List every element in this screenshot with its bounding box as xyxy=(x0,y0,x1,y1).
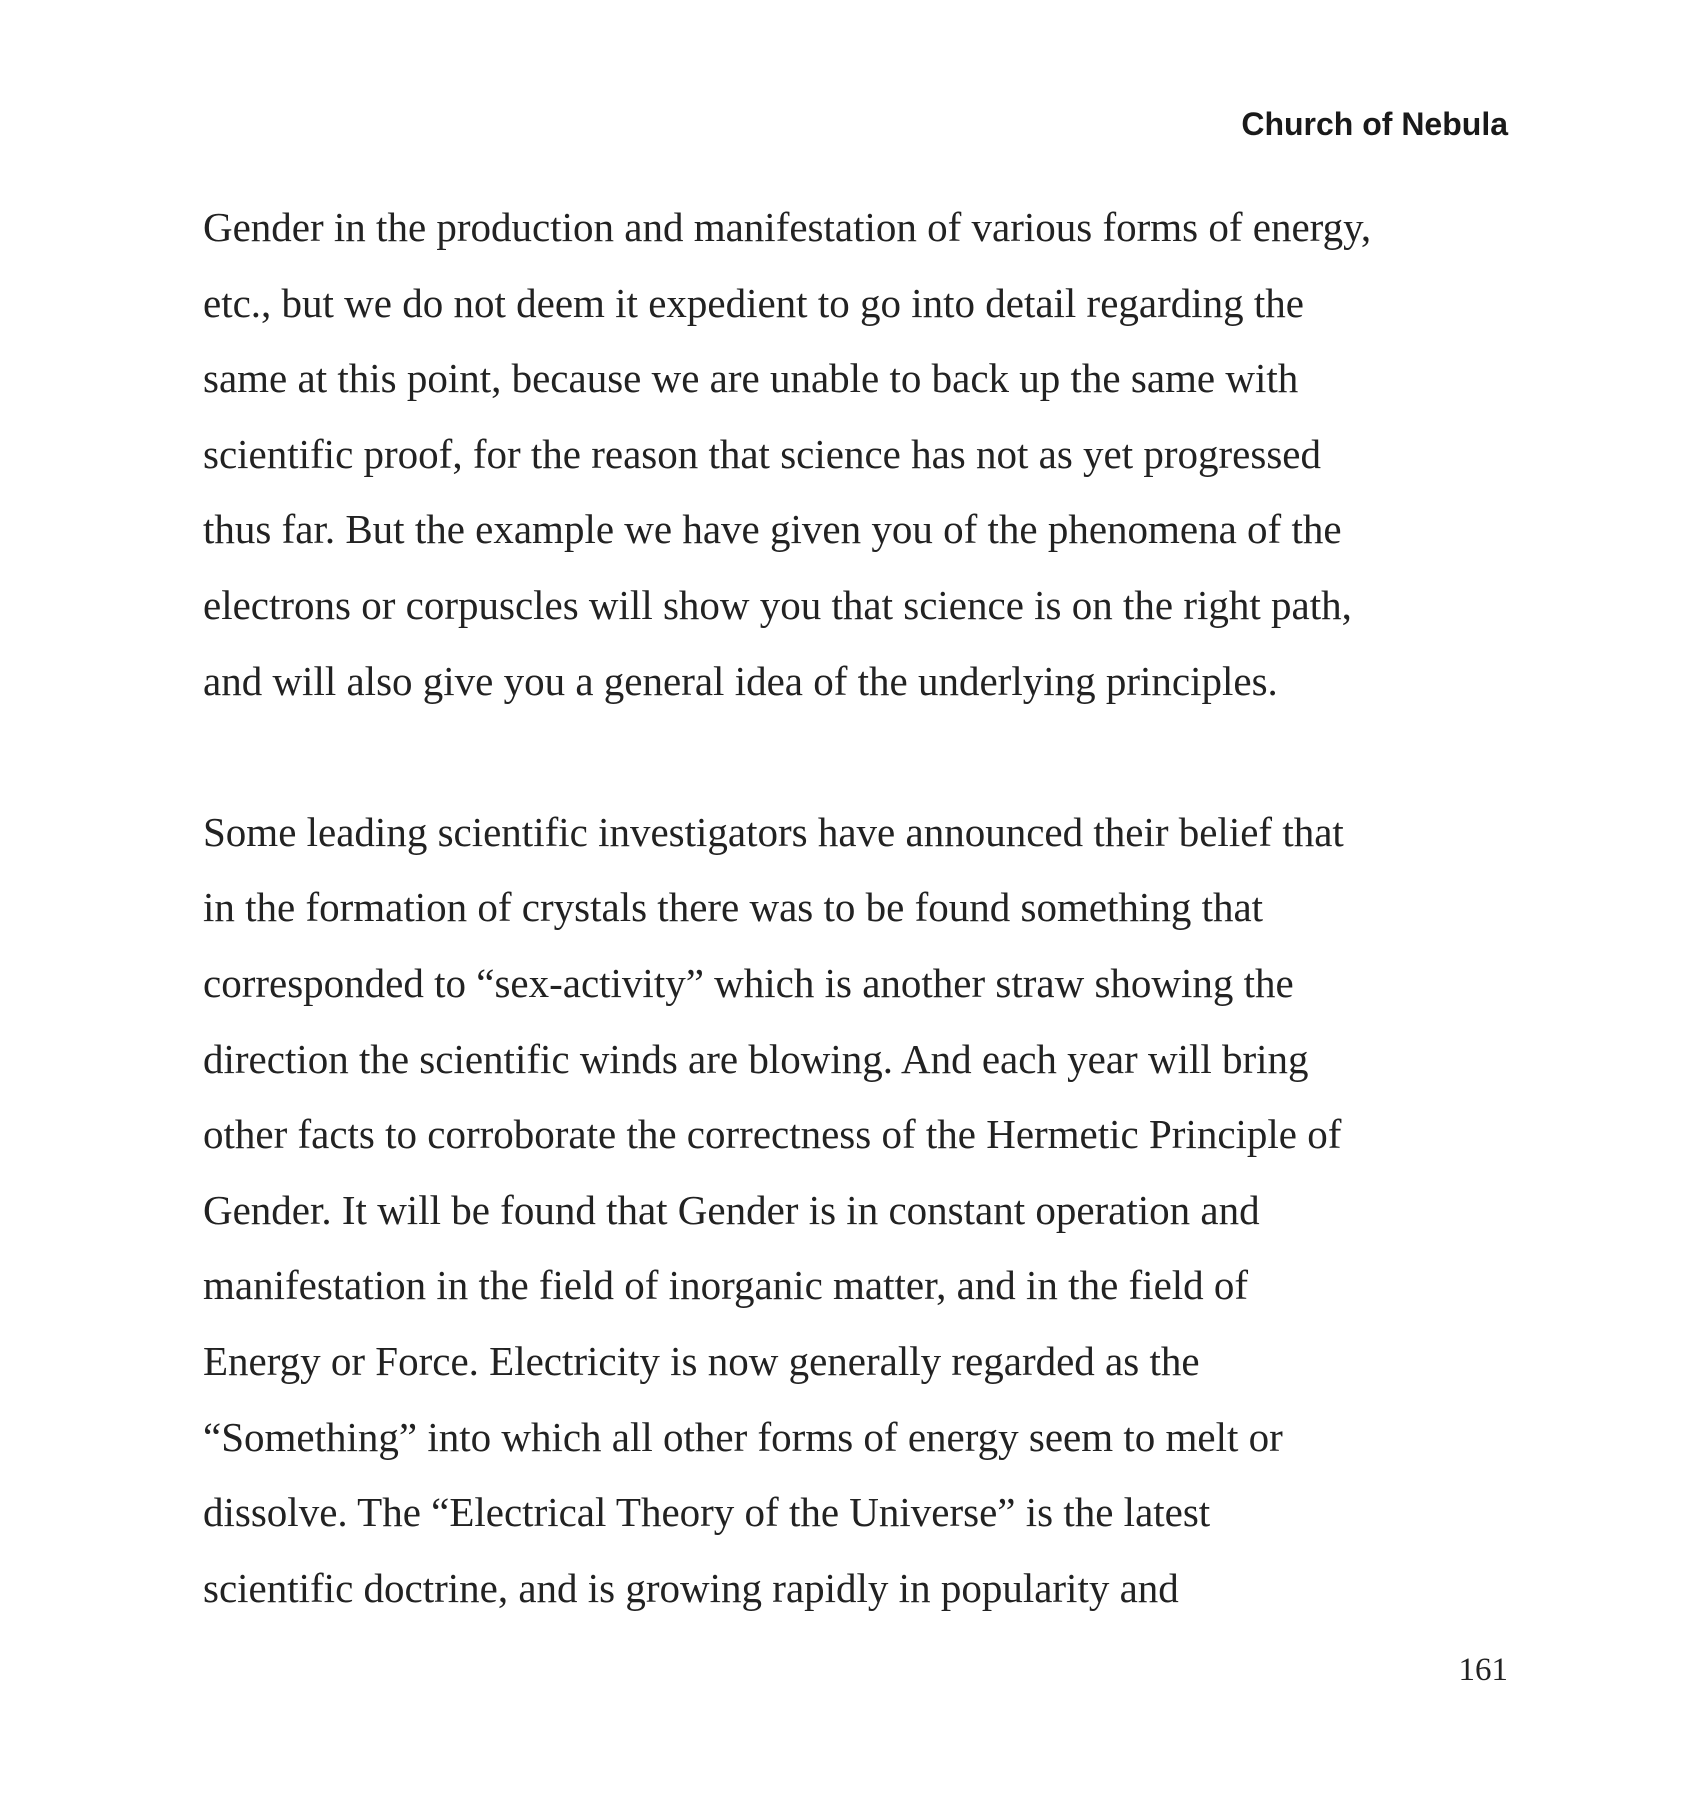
text-line: Energy or Force. Electricity is now generally regarded as the xyxy=(203,1337,1200,1384)
text-line: “Something” into which all other forms of energy seem to melt or xyxy=(203,1413,1283,1460)
text-line: Some leading scientific investigators have announced their belief that xyxy=(203,808,1344,855)
text-line: scientific proof, for the reason that science has not as yet progressed xyxy=(203,430,1321,477)
paragraph xyxy=(203,795,1503,1627)
paragraph-break xyxy=(203,719,1503,795)
text-line: Gender in the production and manifestation of various forms of energy, xyxy=(203,204,1372,250)
text-line: direction the scientific winds are blowing. And each year will bring xyxy=(203,1035,1309,1082)
text-line: thus far. But the example we have given you of the phenomena of the xyxy=(203,506,1342,553)
body-text xyxy=(203,190,1503,1626)
text-line: electrons or corpuscles will show you that science is on the right path, xyxy=(203,581,1352,628)
paragraph xyxy=(203,190,1503,719)
text-line: same at this point, because we are unable to back up the same with xyxy=(203,355,1299,402)
text-line: and will also give you a general idea of the underlying principles. xyxy=(203,657,1278,704)
text-line: manifestation in the field of inorganic matter, and in the field of xyxy=(203,1262,1249,1309)
text-line: dissolve. The “Electrical Theory of the Universe” is the latest xyxy=(203,1489,1211,1536)
text-line: other facts to corroborate the correctness of the Hermetic Principle of xyxy=(203,1111,1342,1158)
page-number: 161 xyxy=(1458,1652,1508,1688)
running-head-title: Church of Nebula xyxy=(1241,106,1508,142)
text-line: corresponded to “sex-activity” which is another straw showing the xyxy=(203,959,1294,1006)
text-line: Gender. It will be found that Gender is in constant operation and xyxy=(203,1186,1260,1233)
text-line: scientific doctrine, and is growing rapidly in popularity and xyxy=(203,1564,1179,1611)
text-line: in the formation of crystals there was to be found something that xyxy=(203,884,1264,931)
text-line: etc., but we do not deem it expedient to go into detail regarding the xyxy=(203,279,1304,326)
